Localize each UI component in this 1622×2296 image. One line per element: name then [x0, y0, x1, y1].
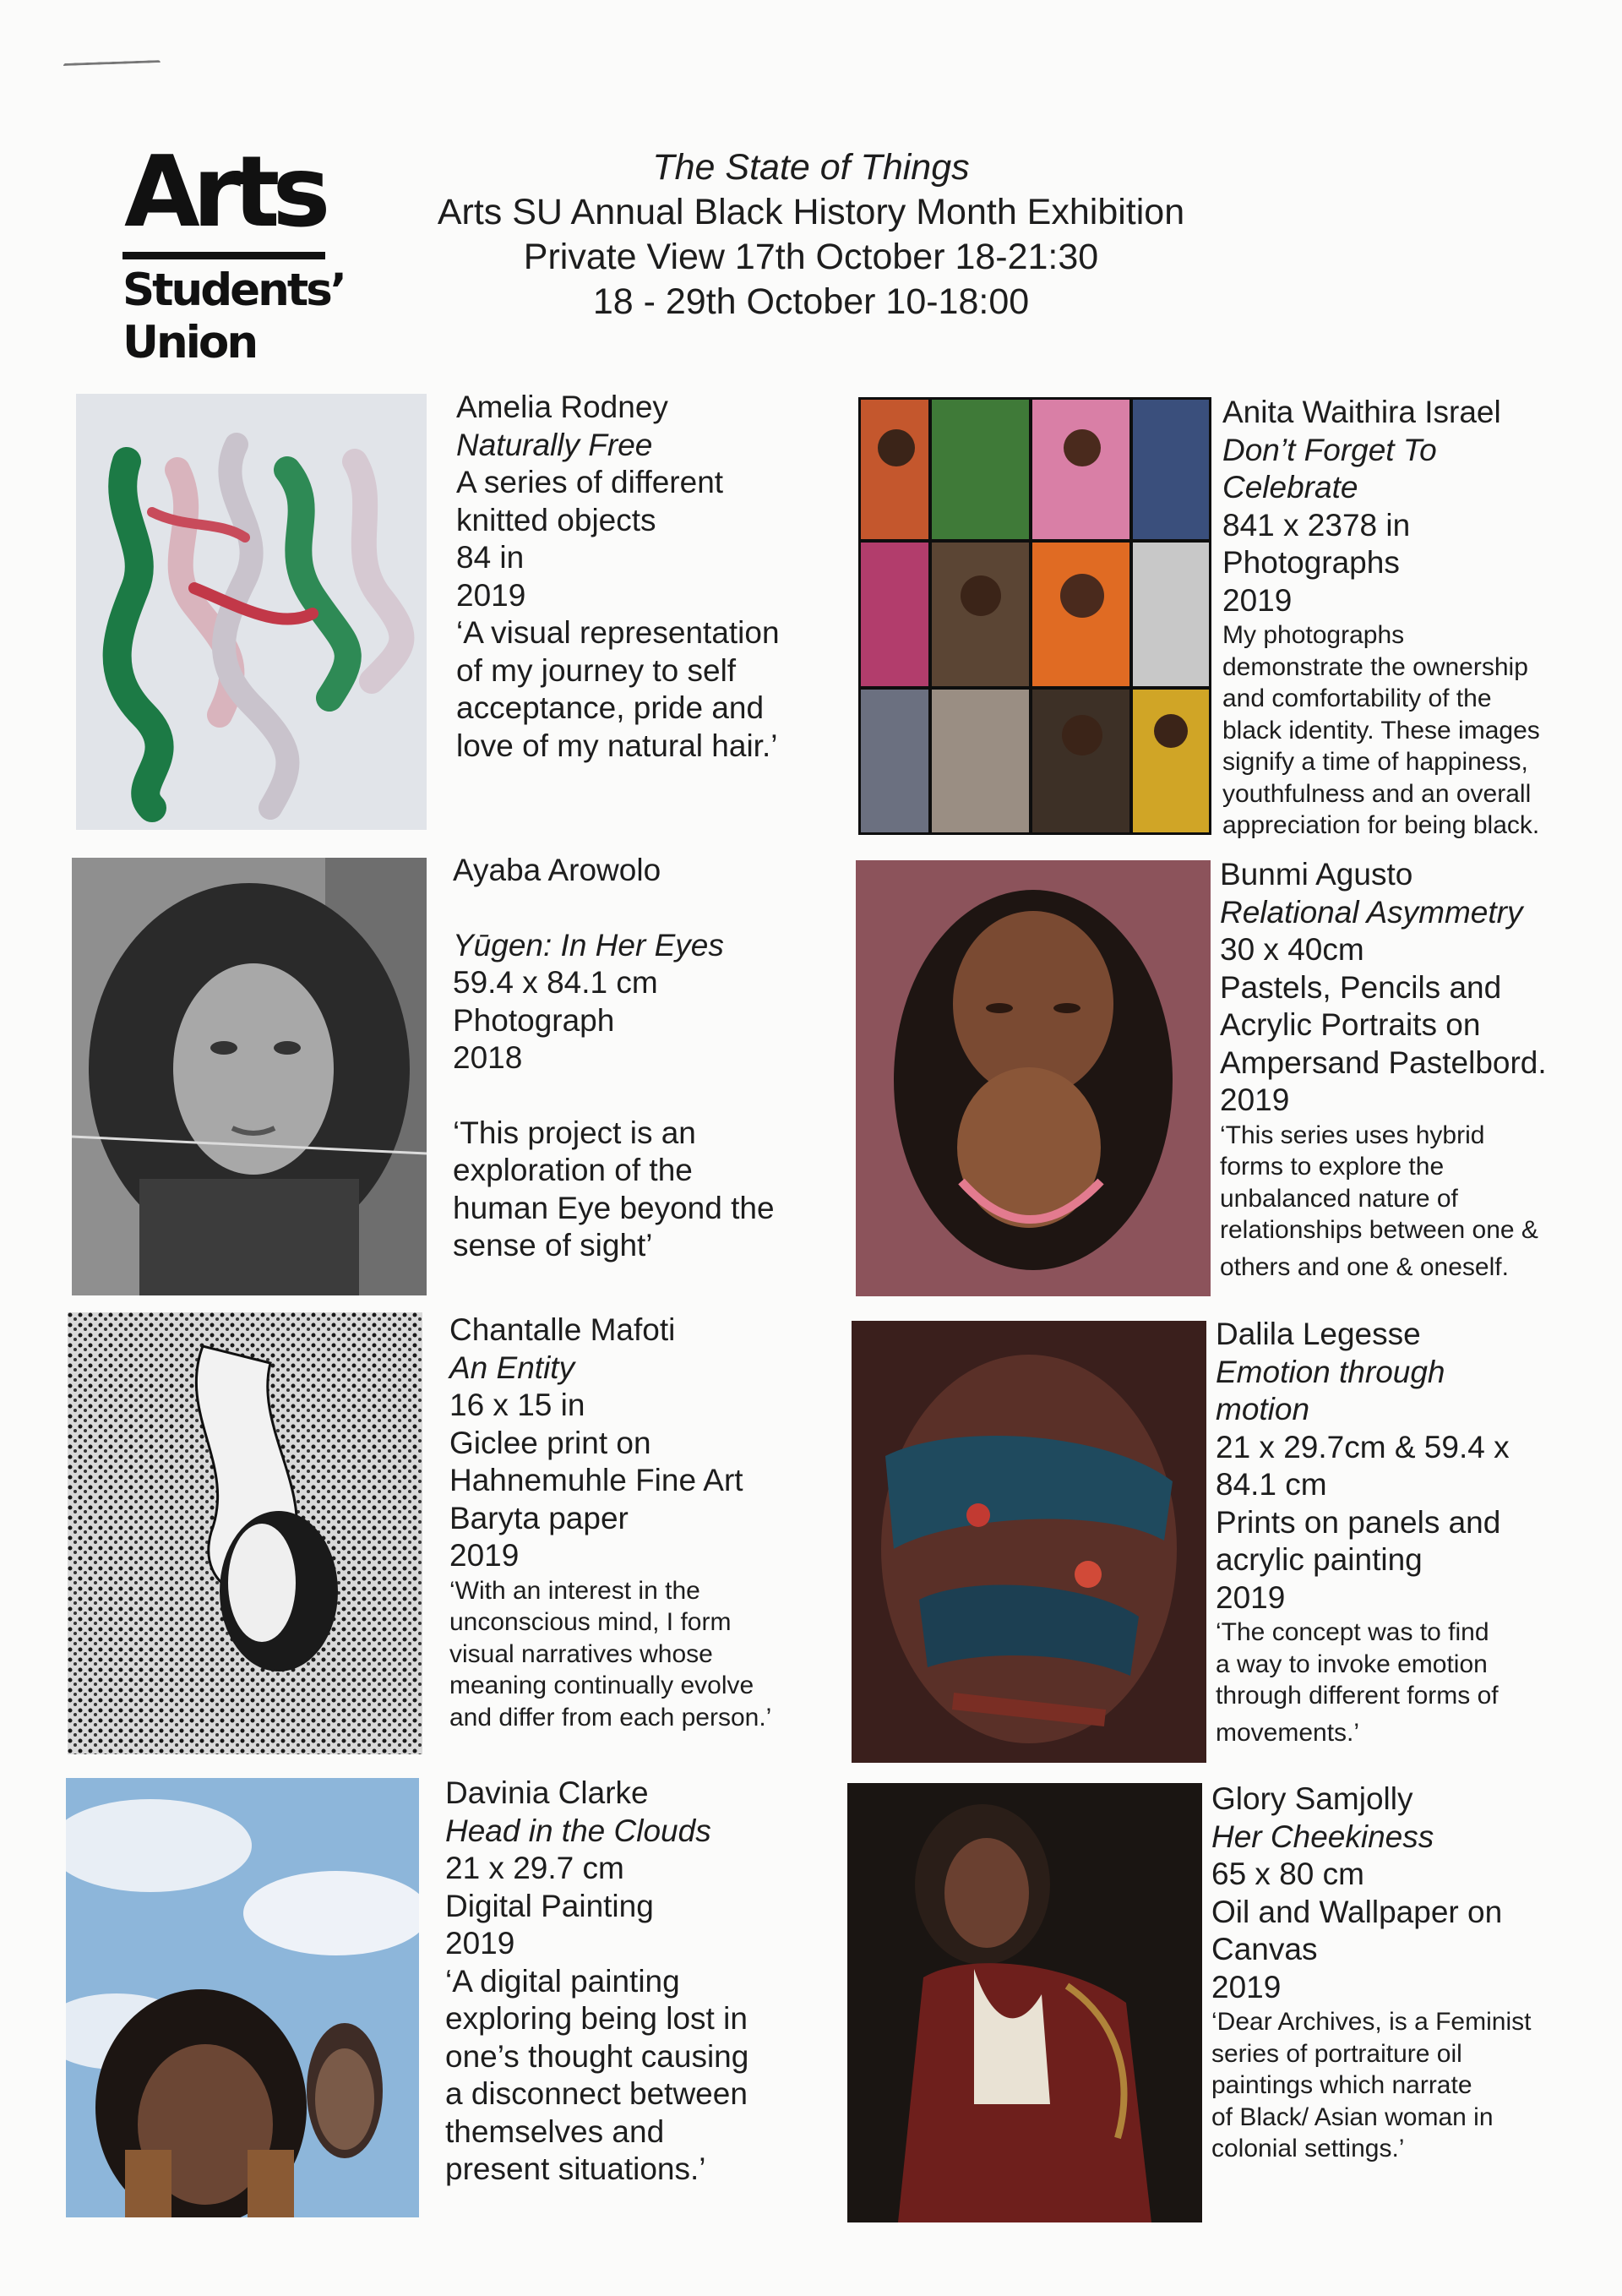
artwork-year: 2019 — [445, 1926, 515, 1961]
artist-statement: ‘This series uses hybrid — [1220, 1121, 1485, 1149]
artist-name: Ayaba Arowolo — [453, 853, 661, 887]
artwork-medium: Ampersand Pastelbord. — [1220, 1044, 1547, 1080]
artwork-medium: Hahnemuhle Fine Art — [449, 1463, 743, 1497]
artist-name: Amelia Rodney — [456, 390, 668, 424]
artwork-medium: Canvas — [1211, 1932, 1318, 1966]
artwork-detail: knitted objects — [456, 502, 656, 537]
artwork-title: Her Cheekiness — [1211, 1819, 1434, 1854]
artwork-image-relational-asymmetry — [856, 860, 1211, 1296]
artist-statement: forms to explore the — [1220, 1153, 1445, 1181]
artist-statement: ‘A digital painting — [445, 1963, 680, 1999]
artist-statement: demonstrate the ownership — [1222, 652, 1528, 681]
entry-amelia-rodney — [456, 389, 780, 765]
artist-name: Chantalle Mafoti — [449, 1312, 676, 1347]
private-view: Private View 17th October 18-21:30 — [523, 237, 1099, 277]
artwork-image-an-entity — [68, 1312, 422, 1754]
artwork-title: Head in the Clouds — [445, 1813, 711, 1848]
artist-statement: youthfulness and an overall — [1222, 779, 1532, 808]
artist-statement: of my journey to self — [456, 652, 737, 688]
artist-statement: and comfortability of the — [1222, 684, 1492, 712]
logo-arts-text: Arts — [124, 135, 324, 249]
artist-statement: ‘This project is an — [453, 1115, 696, 1150]
artwork-image-her-cheekiness — [847, 1783, 1202, 2222]
artwork-dimensions: 21 x 29.7cm & 59.4 x — [1216, 1429, 1510, 1464]
artwork-title: Celebrate — [1222, 470, 1358, 504]
artist-statement: exploring being lost in — [445, 2001, 748, 2036]
artist-statement: one’s thought causing — [445, 2038, 749, 2074]
artist-statement: human Eye beyond the — [453, 1190, 775, 1225]
artwork-medium: Photographs — [1222, 545, 1400, 580]
artwork-image-dont-forget-to-celebrate — [858, 397, 1211, 835]
artist-statement: acceptance, pride and — [456, 690, 765, 725]
artwork-year: 2019 — [1211, 1969, 1282, 2004]
artwork-medium: Acrylic Portraits on — [1220, 1007, 1481, 1042]
artist-name: Glory Samjolly — [1211, 1781, 1413, 1816]
artwork-medium: Oil and Wallpaper on — [1211, 1894, 1503, 1929]
artwork-dimensions: 16 x 15 in — [449, 1388, 585, 1422]
artwork-year: 2019 — [449, 1538, 520, 1573]
exhibition-dates: 18 - 29th October 10-18:00 — [592, 281, 1030, 322]
artist-statement: present situations.’ — [445, 2151, 706, 2186]
artwork-image-yugen-in-her-eyes — [72, 858, 427, 1295]
artwork-medium: Photograph — [453, 1002, 615, 1038]
logo-students-text: Students’ — [122, 265, 345, 316]
artwork-year: 2018 — [453, 1040, 523, 1075]
artwork-medium: Baryta paper — [449, 1500, 629, 1535]
entry-bunmi-agusto — [1220, 856, 1547, 1283]
artwork-year: 2019 — [1220, 1083, 1290, 1117]
logo-bar — [122, 252, 325, 259]
entry-anita-waithira-israel — [1222, 394, 1540, 842]
artist-statement: signify a time of happiness, — [1222, 748, 1528, 776]
artist-statement: ‘The concept was to find — [1216, 1618, 1489, 1646]
exhibition-title: The State of Things — [652, 147, 970, 188]
artwork-title: Yūgen: In Her Eyes — [453, 927, 724, 963]
artist-statement: others and one & oneself. — [1220, 1252, 1509, 1281]
artwork-dimensions: 841 x 2378 in — [1222, 507, 1411, 543]
artwork-title: Don’t Forget To — [1222, 432, 1437, 467]
artwork-medium: Prints on panels and — [1216, 1504, 1501, 1540]
artist-statement: unbalanced nature of — [1220, 1184, 1458, 1213]
artist-statement: of Black/ Asian woman in — [1211, 2102, 1494, 2131]
artist-statement: exploration of the — [453, 1153, 693, 1187]
artwork-dimensions: 59.4 x 84.1 cm — [453, 965, 658, 1000]
artist-statement: relationships between one & — [1220, 1216, 1538, 1244]
artwork-dimensions: 84.1 cm — [1216, 1467, 1327, 1502]
entry-davinia-clarke — [445, 1775, 748, 2189]
artist-name: Anita Waithira Israel — [1222, 395, 1501, 429]
artist-statement: black identity. These images — [1222, 716, 1540, 744]
arts-su-logo — [122, 135, 345, 369]
artwork-medium: Pastels, Pencils and — [1220, 969, 1502, 1005]
artist-statement: series of portraiture oil — [1211, 2039, 1462, 2068]
artwork-image-emotion-through-motion — [852, 1321, 1206, 1763]
artwork-title: Naturally Free — [456, 427, 653, 462]
artwork-dimensions: 65 x 80 cm — [1211, 1857, 1364, 1891]
entry-chantalle-mafoti — [449, 1312, 771, 1733]
artist-statement: paintings which narrate — [1211, 2071, 1472, 2099]
artist-name: Bunmi Agusto — [1220, 857, 1413, 892]
artist-name: Dalila Legesse — [1216, 1317, 1421, 1351]
artist-statement: a way to invoke emotion — [1216, 1650, 1488, 1678]
artist-statement: meaning continually evolve — [449, 1672, 754, 1699]
artwork-dimensions: 21 x 29.7 cm — [445, 1851, 624, 1885]
artist-statement: sense of sight’ — [453, 1228, 653, 1263]
artwork-title: Emotion through — [1216, 1354, 1445, 1389]
artwork-detail: A series of different — [456, 465, 724, 499]
entry-dalila-legesse — [1216, 1316, 1510, 1748]
entry-glory-samjolly — [1211, 1781, 1531, 2165]
artist-statement: appreciation for being black. — [1222, 811, 1540, 839]
artwork-title: An Entity — [449, 1350, 575, 1385]
artwork-medium: Giclee print on — [449, 1425, 651, 1460]
artist-statement: ‘A visual representation — [456, 615, 780, 650]
artist-statement: visual narratives whose — [449, 1639, 713, 1668]
scan-mark — [63, 60, 161, 71]
artwork-dimensions: 30 x 40cm — [1220, 932, 1364, 967]
artist-statement: ‘With an interest in the — [449, 1576, 700, 1605]
artwork-image-naturally-free — [76, 394, 427, 830]
artwork-image-head-in-the-clouds — [66, 1778, 419, 2217]
artwork-title: Relational Asymmetry — [1220, 894, 1523, 930]
artist-statement: movements.’ — [1216, 1718, 1360, 1747]
artwork-title: motion — [1216, 1392, 1310, 1426]
artwork-year: 2019 — [1216, 1579, 1286, 1615]
artist-statement: a disconnect between — [445, 2076, 748, 2111]
artwork-year: 2019 — [456, 577, 526, 613]
artwork-dimensions: 84 in — [456, 540, 525, 575]
artist-statement: and differ from each person.’ — [449, 1703, 772, 1732]
artist-statement: colonial settings.’ — [1211, 2135, 1405, 2162]
artist-statement: My photographs — [1222, 621, 1405, 649]
artist-statement: love of my natural hair.’ — [456, 728, 778, 763]
artwork-medium: acrylic painting — [1216, 1542, 1423, 1577]
artist-statement: themselves and — [445, 2113, 665, 2149]
artist-statement: unconscious mind, I form — [449, 1608, 732, 1636]
logo-union-text: Union — [122, 317, 257, 369]
exhibition-header — [372, 145, 1250, 324]
artwork-year: 2019 — [1222, 582, 1293, 618]
artist-name: Davinia Clarke — [445, 1775, 649, 1810]
artist-statement: ‘Dear Archives, is a Feminist — [1211, 2008, 1532, 2036]
artwork-medium: Digital Painting — [445, 1888, 654, 1923]
artist-statement: through different forms of — [1216, 1682, 1499, 1710]
entry-ayaba-arowolo — [453, 852, 775, 1265]
exhibition-subtitle: Arts SU Annual Black History Month Exhibition — [437, 192, 1185, 232]
